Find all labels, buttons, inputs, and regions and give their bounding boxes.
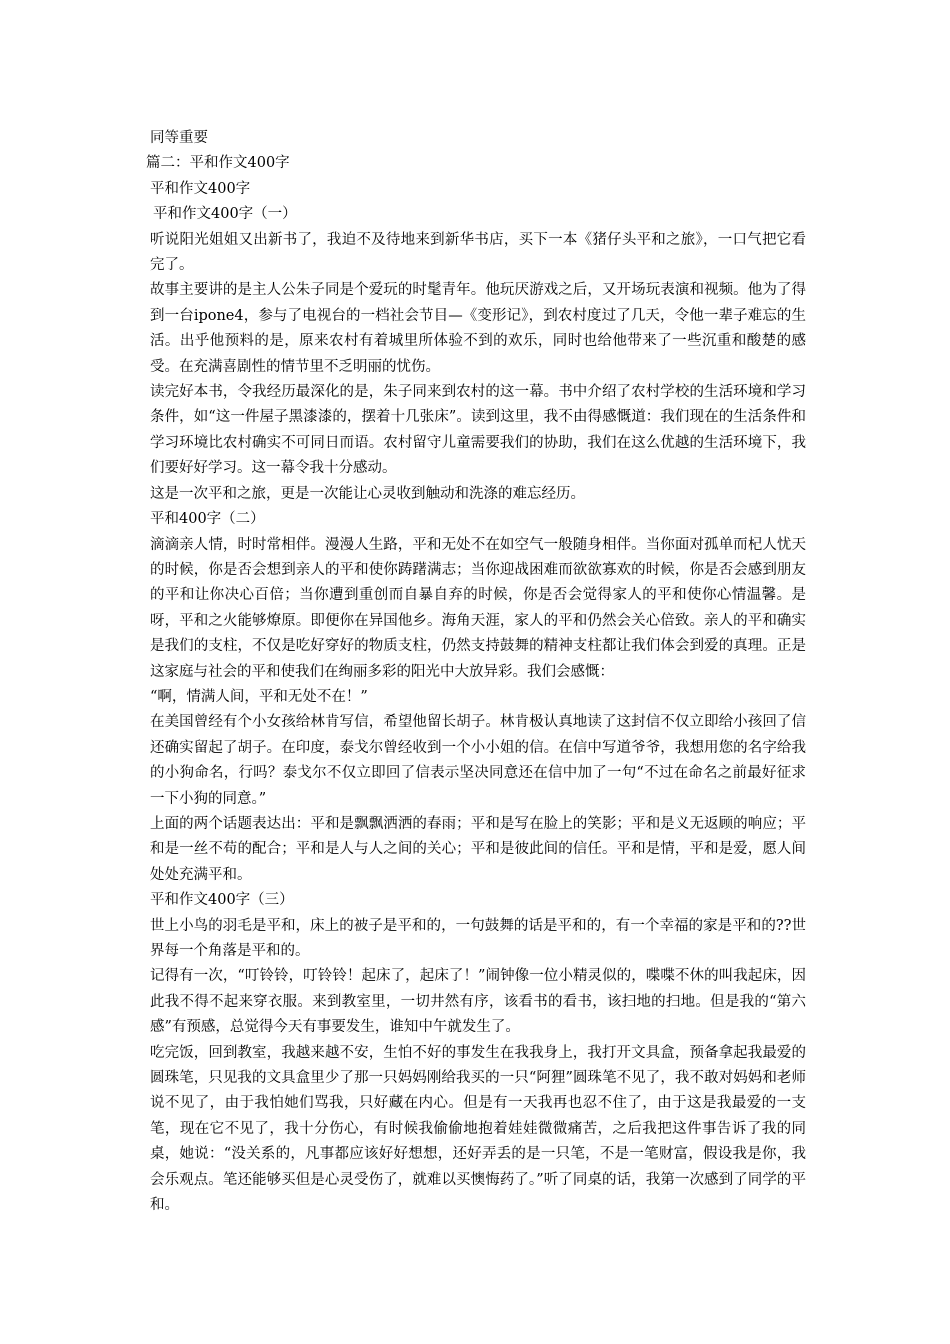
paragraph: 这是一次平和之旅，更是一次能让心灵收到触动和洗涤的难忘经历。 [150, 485, 585, 502]
paragraph: 世上小鸟的羽毛是平和，床上的被子是平和的，一句鼓舞的话是平和的，有一个幸福的家是平和的??世界每一个角落是平和的。 [150, 917, 806, 959]
paragraph: 上面的两个话题表达出：平和是飘飘洒洒的春雨；平和是写在脸上的笑影；平和是义无返顾的响应；平和是一丝不苟的配合；平和是人与人之间的关心；平和是彼此间的信任。平和是情，平和是爱，愿人间处处充满平和。 [150, 815, 806, 883]
paragraph: 记得有一次，“叮铃铃，叮铃铃！起床了，起床了！”闹钟像一位小精灵似的，喋喋不休的叫我起床，因此我不得不起来穿衣服。来到教室里，一切井然有序，该看书的看书，该扫地的扫地。但是我的“第六感”有预感，总觉得今天有事要发生，谁知中午就发生了。 [150, 968, 806, 1036]
section-heading: 篇二：平和作文400字 [146, 155, 290, 172]
paragraph: 故事主要讲的是主人公朱子同是个爱玩的时髦青年。他玩厌游戏之后，又开场玩表演和视频。他为了得到一台ipone4，参与了电视台的一档社会节目—《变形记》，到农村度过了几天，令他一辈子难忘的生活。出乎他预料的是，原来农村有着城里所体验不到的欢乐，同时也给他带来了一些沉重和酸楚的感受。在充满喜剧性的情节里不乏明丽的忧伤。 [150, 282, 806, 375]
paragraph: 听说阳光姐姐又出新书了，我迫不及待地来到新华书店，买下一本《猪仔头平和之旅》，一口气把它看完了。 [150, 231, 806, 274]
paragraph: 滴滴亲人情，时时常相伴。漫漫人生路，平和无处不在如空气一般随身相伴。当你面对孤单而杞人忧天的时候，你是否会想到亲人的平和使你踌躇满志；当你迎战困难而欲欲寡欢的时候，你是否会感到朋友的平和让你决心百倍；当你遭到重创而自暴自弃的时候，你是否会觉得家人的平和使你心情温馨。是呀，平和之火能够燎原。即便你在异国他乡。海角天涯，家人的平和仍然会关心倍致。亲人的平和确实是我们的支柱，不仅是吃好穿好的物质支柱，仍然支持鼓舞的精神支柱都让我们体会到爱的真理。正是这家庭与社会的平和使我们在绚丽多彩的阳光中大放异彩。我们会感慨： [150, 536, 806, 680]
essay-subtitle-two: 平和400字（二） [150, 511, 265, 528]
document-page [146, 126, 806, 1218]
paragraph: 在美国曾经有个小女孩给林肯写信，希望他留长胡子。林肯极认真地读了这封信不仅立即给小孩回了信还确实留起了胡子。在印度，泰戈尔曾经收到一个小小姐的信。在信中写道爷爷，我想用您的名字给我的小狗命名，行吗？泰戈尔不仅立即回了信表示坚决同意还在信中加了一句“不过在命名之前最好征求一下小狗的同意。” [150, 714, 806, 807]
essay-subtitle-one: 平和作文400字（一） [153, 206, 297, 223]
text-line: 同等重要 [150, 130, 208, 146]
essay-title: 平和作文400字 [150, 180, 251, 197]
paragraph: 吃完饭，回到教室，我越来越不安，生怕不好的事发生在我我身上，我打开文具盒，预备拿起我最爱的圆珠笔，只见我的文具盒里少了那一只妈妈刚给我买的一只“阿狸”圆珠笔不见了，我不敢对妈妈和老师说不见了，由于我怕她们骂我，只好藏在内心。但是有一天我再也忍不住了，由于这是我最爱的一支笔，现在它不见了，我十分伤心，有时候我偷偷地抱着娃娃微微痛苦，之后我把这件事告诉了我的同桌，她说：“没关系的，凡事都应该好好想想，还好弄丢的是一只笔，不是一笔财富，假设我是你，我会乐观点。笔还能够买但是心灵受伤了，就难以买懊悔药了。”听了同桌的话，我第一次感到了同学的平和。 [150, 1044, 806, 1214]
paragraph: 读完好本书，令我经历最深化的是，朱子同来到农村的这一幕。书中介绍了农村学校的生活环境和学习条件，如“这一件屋子黑漆漆的，摆着十几张床”。读到这里，我不由得感慨道：我们现在的生活条件和学习环境比农村确实不可同日而语。农村留守儿童需要我们的协助，我们在这么优越的生活环境下，我们要好好学习。这一幕令我十分感动。 [150, 384, 806, 477]
essay-subtitle-three: 平和作文400字（三） [150, 892, 294, 909]
quote-line: “啊，情满人间，平和无处不在！” [150, 688, 368, 705]
